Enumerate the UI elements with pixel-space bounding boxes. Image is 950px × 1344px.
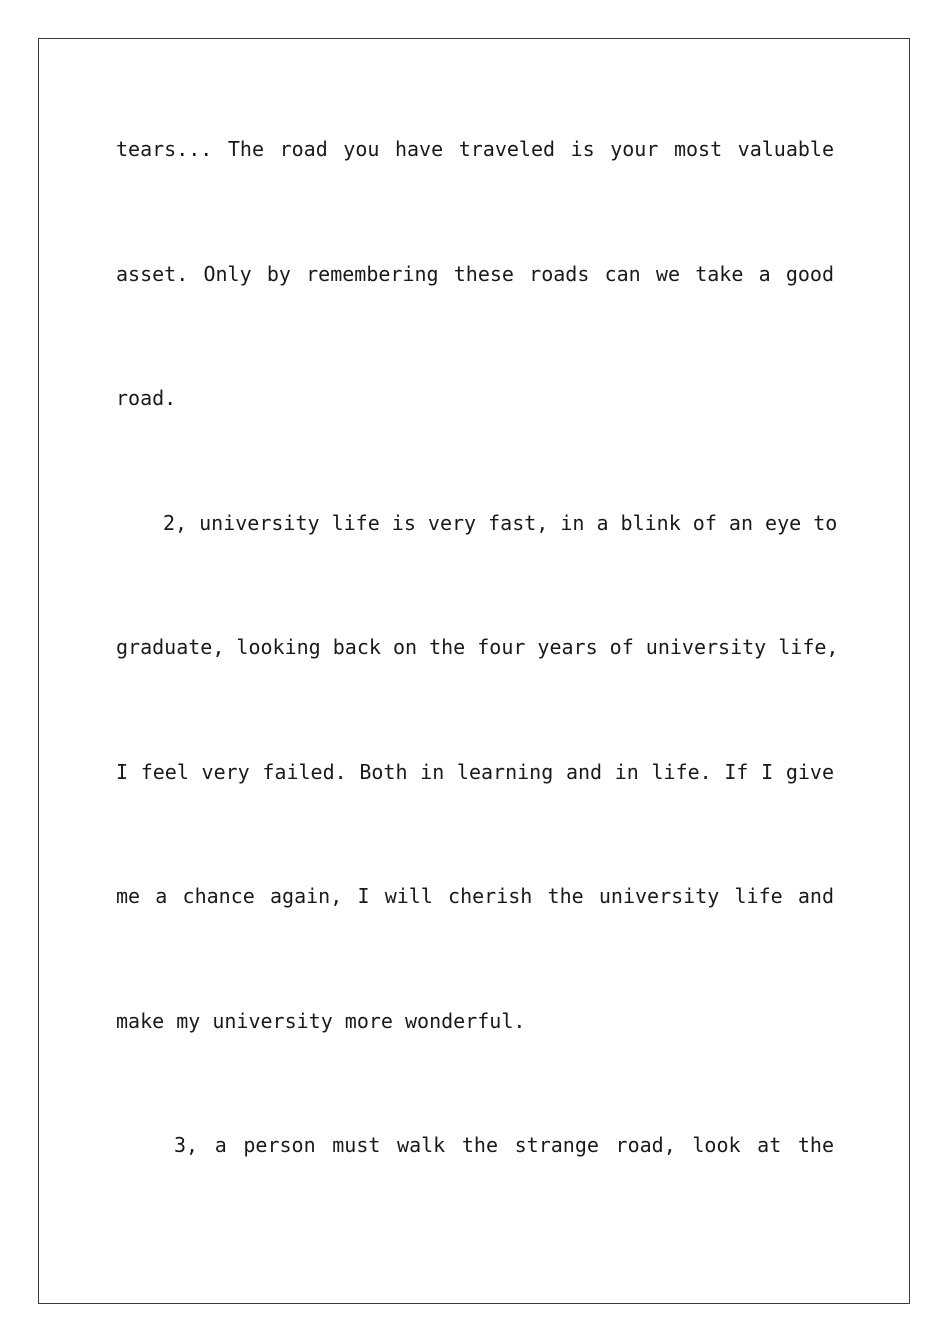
text-line: road. (116, 386, 177, 410)
text-line: tears... The road you have traveled is your most valuable (116, 137, 834, 161)
text-line: make my university more wonderful. (116, 1009, 526, 1033)
text-line: me a chance again, I will cherish the university life and (116, 884, 834, 908)
paragraph-3-first-line: 3, a person must walk the strange road, look at the (174, 1133, 834, 1157)
text-line: I feel very failed. Both in learning and in life. If I give (116, 760, 834, 784)
text-line: asset. Only by remembering these roads can we take a good (116, 262, 834, 286)
text-line: graduate, looking back on the four years of university life, (116, 635, 839, 659)
page-frame (38, 38, 910, 1304)
paragraph-2-first-line: 2, university life is very fast, in a blink of an eye to (163, 511, 838, 535)
